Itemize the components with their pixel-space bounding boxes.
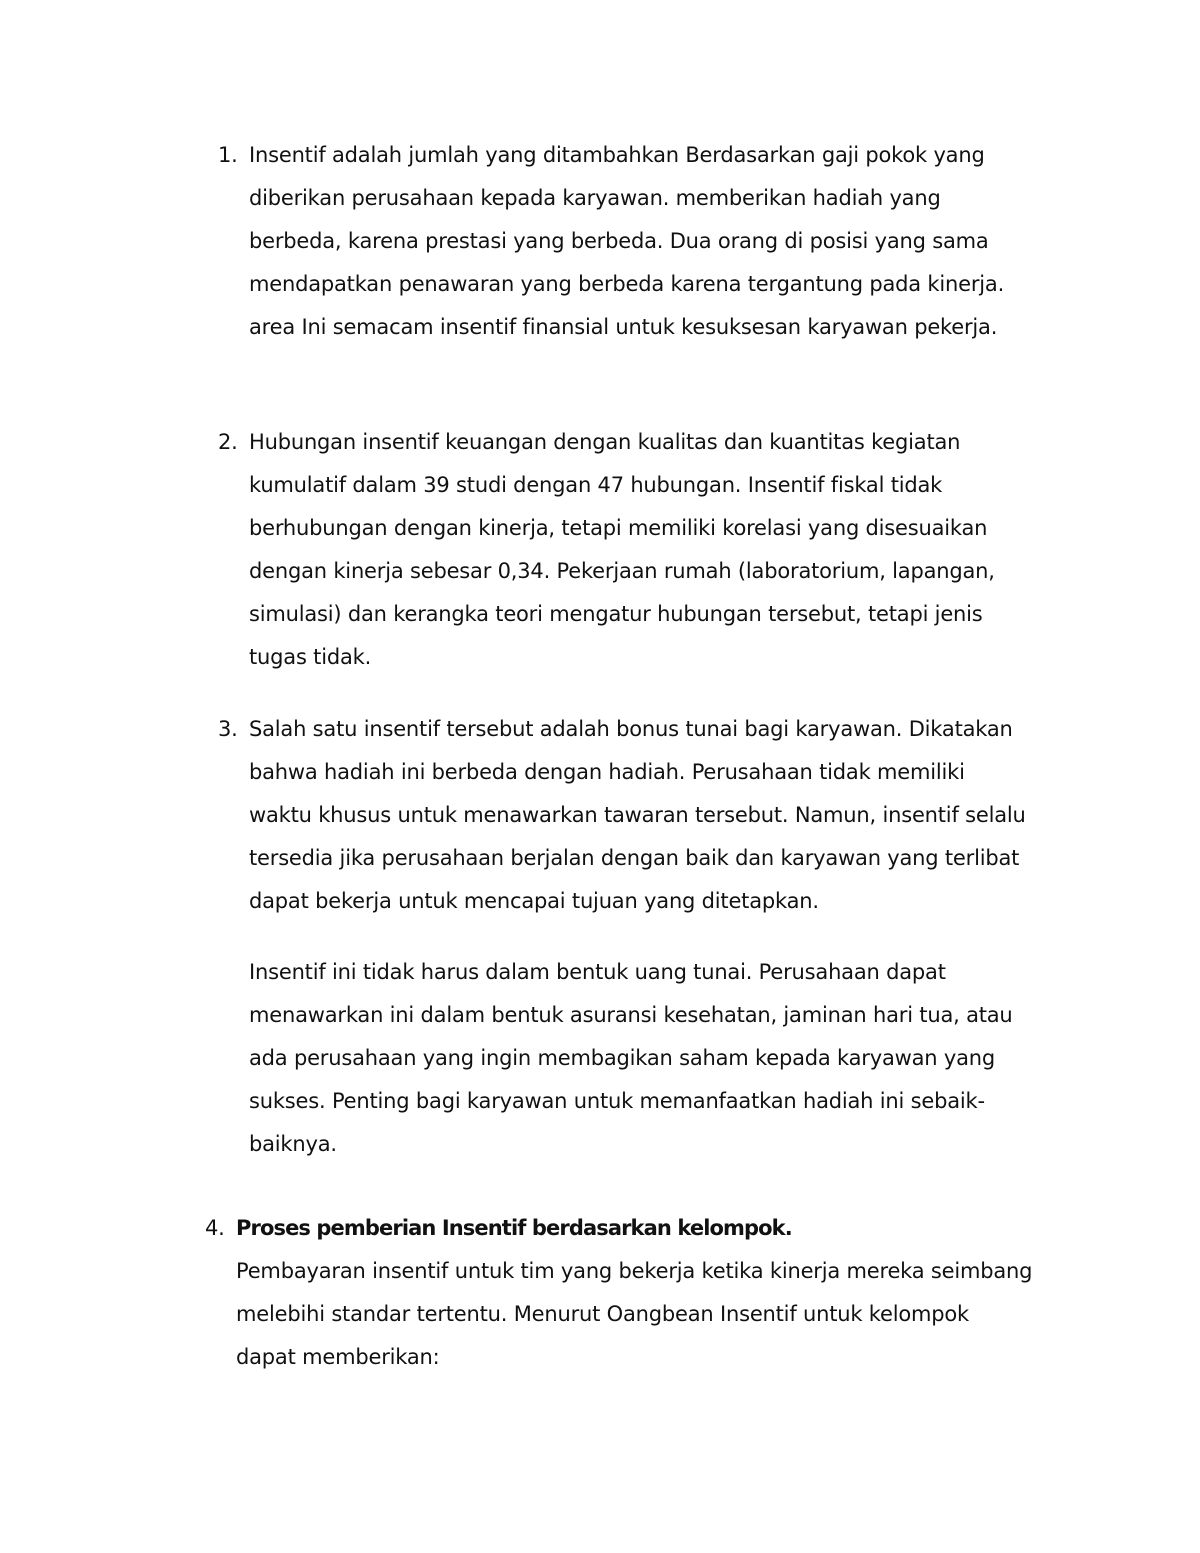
- paragraph-line: melebihi standar tertentu. Menurut Oangbean Insentif untuk kelompok: [236, 1302, 969, 1326]
- paragraph-line: dapat bekerja untuk mencapai tujuan yang ditetapkan.: [249, 889, 819, 913]
- list-number: 3.: [218, 717, 238, 741]
- list-number: 1.: [218, 143, 238, 167]
- paragraph-line: Pembayaran insentif untuk tim yang bekerja ketika kinerja mereka seimbang: [236, 1259, 1033, 1283]
- paragraph-line: Hubungan insentif keuangan dengan kualitas dan kuantitas kegiatan: [249, 430, 961, 454]
- paragraph-line: area Ini semacam insentif finansial untuk kesuksesan karyawan pekerja.: [249, 315, 998, 339]
- paragraph-line: menawarkan ini dalam bentuk asuransi kesehatan, jaminan hari tua, atau: [249, 1003, 1013, 1027]
- paragraph-line: berbeda, karena prestasi yang berbeda. Dua orang di posisi yang sama: [249, 229, 989, 253]
- paragraph-line: sukses. Penting bagi karyawan untuk memanfaatkan hadiah ini sebaik-: [249, 1089, 985, 1113]
- list-number: 2.: [218, 430, 238, 454]
- paragraph-line: mendapatkan penawaran yang berbeda karena tergantung pada kinerja.: [249, 272, 1005, 296]
- paragraph-line: kumulatif dalam 39 studi dengan 47 hubungan. Insentif fiskal tidak: [249, 473, 943, 497]
- paragraph-line: simulasi) dan kerangka teori mengatur hubungan tersebut, tetapi jenis: [249, 602, 983, 626]
- paragraph-line: Insentif adalah jumlah yang ditambahkan Berdasarkan gaji pokok yang: [249, 143, 985, 167]
- paragraph-line: baiknya.: [249, 1132, 337, 1156]
- list-number: 4.: [205, 1216, 225, 1240]
- paragraph-line: berhubungan dengan kinerja, tetapi memiliki korelasi yang disesuaikan: [249, 516, 988, 540]
- paragraph-line: tersedia jika perusahaan berjalan dengan baik dan karyawan yang terlibat: [249, 846, 1020, 870]
- paragraph-line: Insentif ini tidak harus dalam bentuk uang tunai. Perusahaan dapat: [249, 960, 946, 984]
- paragraph-line: ada perusahaan yang ingin membagikan saham kepada karyawan yang: [249, 1046, 996, 1070]
- paragraph-line: dapat memberikan:: [236, 1345, 440, 1369]
- paragraph-line: bahwa hadiah ini berbeda dengan hadiah. Perusahaan tidak memiliki: [249, 760, 965, 784]
- paragraph-line: waktu khusus untuk menawarkan tawaran tersebut. Namun, insentif selalu: [249, 803, 1026, 827]
- paragraph-line: diberikan perusahaan kepada karyawan. memberikan hadiah yang: [249, 186, 941, 210]
- paragraph-line: dengan kinerja sebesar 0,34. Pekerjaan rumah (laboratorium, lapangan,: [249, 559, 995, 583]
- paragraph-line: tugas tidak.: [249, 645, 372, 669]
- section-heading: Proses pemberian Insentif berdasarkan kelompok.: [236, 1216, 792, 1240]
- paragraph-line: Salah satu insentif tersebut adalah bonus tunai bagi karyawan. Dikatakan: [249, 717, 1013, 741]
